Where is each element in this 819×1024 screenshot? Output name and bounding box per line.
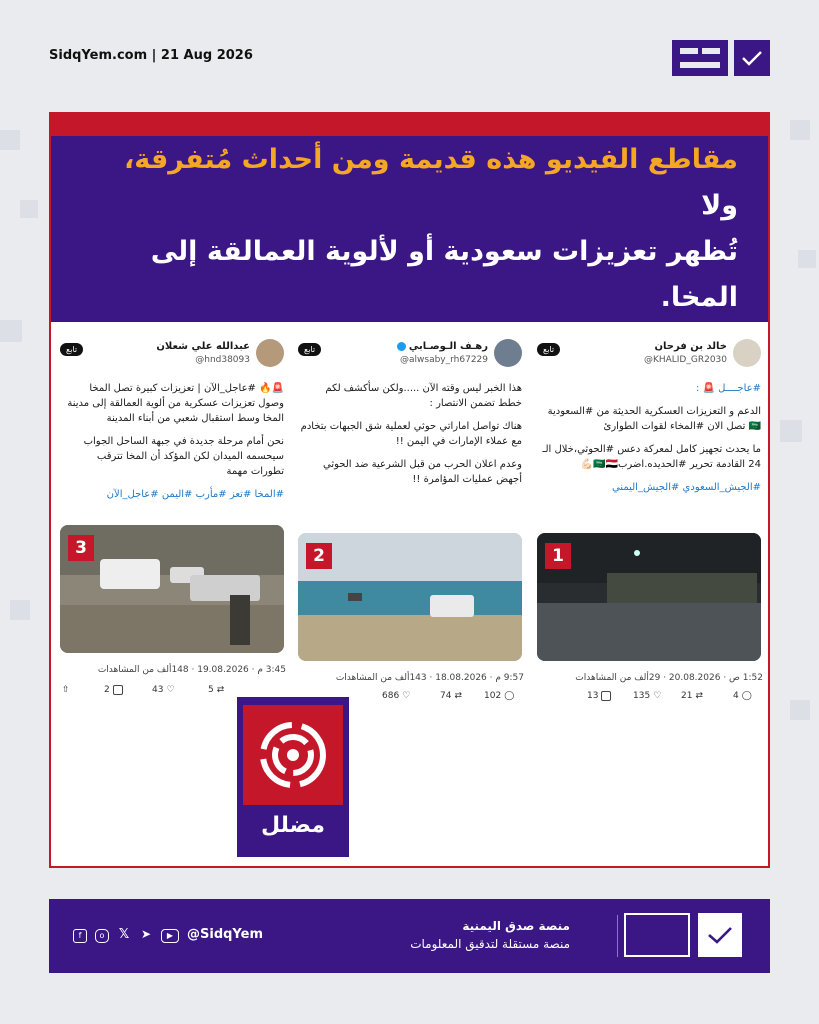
footer-name: منصة صدق اليمنية (462, 919, 570, 933)
top-bar (49, 40, 770, 80)
reply-icon: ◯ (504, 691, 515, 701)
verified-icon (397, 342, 406, 351)
telegram-icon[interactable]: ➤ (140, 927, 152, 941)
tweet-card-3 (60, 329, 286, 714)
footer-subtitle: منصة مستقلة لتدقيق المعلومات (410, 937, 570, 951)
reply-button[interactable]: 102 ◯ (484, 691, 515, 701)
like-button[interactable]: 135 ♡ (633, 691, 662, 701)
user-handle[interactable]: @KHALID_GR2030 (643, 355, 727, 365)
spiral-icon (243, 705, 343, 805)
retweet-button[interactable]: 74 ⇄ (440, 691, 462, 701)
bookmark-icon (113, 685, 123, 695)
youtube-icon[interactable]: ▶ (161, 929, 179, 943)
video-thumbnail[interactable] (537, 533, 761, 661)
like-button[interactable]: 43 ♡ (152, 685, 175, 695)
follow-button[interactable]: تابع (298, 343, 321, 356)
avatar[interactable] (733, 339, 761, 367)
bookmark-button[interactable]: 13 (587, 691, 611, 701)
logo-mark-icon (624, 913, 690, 957)
tweet-body: 🚨🔥 #عاجل_الآن | تعزيزات كبيرة تصل المخا وصول تعزيزات عسكرية من ألوية العمالقة إلى مدينة المخا وسط استقبال شعبي من أبناء المدينة نحن أمام مرحلة جديدة في جبهة الساحل الجواب سيحسمه الميدان لكن المؤكد أن المخا تترقب تطورات مهمة #المخا #تعز #مأرب #اليمن #عاجل_الآن (67, 383, 284, 500)
social-handle[interactable]: @SidqYem (187, 927, 264, 942)
number-label: 2 (306, 543, 332, 569)
bookmark-button[interactable]: 2 (104, 685, 123, 695)
video-thumbnail[interactable] (298, 533, 522, 661)
number-label: 3 (68, 535, 94, 561)
retweet-icon: ⇄ (454, 691, 462, 701)
footer (49, 899, 770, 973)
user-handle[interactable]: @hnd38093 (195, 355, 250, 365)
headline-box (51, 136, 768, 322)
follow-button[interactable]: تابع (537, 343, 560, 356)
tweet-meta: 9:57 م · 18.08.2026 · 143ألف من المشاهدات (335, 673, 524, 683)
reply-icon: ◯ (741, 691, 752, 701)
footer-logo (624, 913, 742, 957)
user-handle[interactable]: @alwsaby_rh67229 (400, 355, 488, 365)
instagram-icon[interactable]: o (95, 929, 109, 943)
retweet-icon: ⇄ (216, 685, 225, 695)
tweet-body: هذا الخبر ليس وقته الآن .....ولكن سأكشف لكم خطط تضمن الانتصار : هناك تواصل اماراتي حوثي لعملية شق الجبهات بتخادم مع عملاء الإمارات في اليمن !! وعدم اعلان الحرب من قبل الشرعية ضد الحوثي أجهض عمليات المؤامرة !! (300, 383, 522, 485)
tweet-card-2 (298, 329, 524, 714)
tweets-row (51, 329, 768, 714)
avatar[interactable] (256, 339, 284, 367)
check-icon (698, 913, 742, 957)
video-thumbnail[interactable] (60, 525, 284, 653)
heart-icon: ♡ (653, 691, 662, 701)
logo-mark-icon (672, 40, 728, 76)
misleading-badge (237, 697, 349, 857)
tweet-meta: 1:52 ص · 20.08.2026 · 29ألف من المشاهدات (575, 673, 763, 683)
sidq-logo (672, 40, 770, 76)
follow-button[interactable]: تابع (60, 343, 83, 356)
retweet-button[interactable]: 21 ⇄ (681, 691, 703, 701)
divider (617, 915, 618, 957)
x-icon[interactable]: 𝕏 (118, 927, 130, 942)
tweet-actions (537, 691, 763, 709)
headline-line2: تُظهر تعزيزات سعودية أو لألوية العمالقة إلى المخا. (150, 236, 738, 313)
avatar[interactable] (494, 339, 522, 367)
red-strip (51, 114, 768, 136)
badge-label: مضلل (261, 813, 325, 838)
facebook-icon[interactable]: f (73, 929, 87, 943)
tweet-card-1 (537, 329, 763, 714)
number-label: 1 (545, 543, 571, 569)
bookmark-icon (601, 691, 611, 701)
check-icon (734, 40, 770, 76)
headline-line1: مقاطع الفيديو هذه قديمة ومن أحداث مُتفرقة، ولا (124, 144, 738, 221)
user-name[interactable]: خالد بن فرحان (654, 341, 727, 352)
user-name[interactable]: رهـف الـوصـابي (397, 341, 488, 352)
tweet-meta: 3:45 م · 19.08.2026 · 148ألف من المشاهدات (97, 665, 286, 675)
reply-button[interactable]: 4 ◯ (733, 691, 752, 701)
tweet-body: #عاجــــل 🚨 : الدعم و التعزيزات العسكرية الحديثة من #السعودية 🇸🇦 تصل الان #المخاء لقوات الطوارئ ما يحدث تجهيز كامل لمعركة دعس #الحوثي،خلال الـ 24 القادمة تحرير #الحديده.اضرب🇸🇦🇾🇪💪🏻 #الجيش_السعودي #الجيش_اليمني (542, 383, 761, 493)
user-name[interactable]: عبدالله علي شعلان (156, 341, 250, 352)
retweet-icon: ⇄ (695, 691, 703, 701)
fact-check-card (49, 112, 770, 868)
retweet-button[interactable]: 5 ⇄ (208, 685, 225, 695)
share-icon[interactable]: ⇧ (62, 685, 70, 695)
like-button[interactable]: 686 ♡ (382, 691, 411, 701)
heart-icon: ♡ (402, 691, 411, 701)
heart-icon: ♡ (166, 685, 175, 695)
site-date: SidqYem.com | 21 Aug 2026 (49, 48, 253, 63)
